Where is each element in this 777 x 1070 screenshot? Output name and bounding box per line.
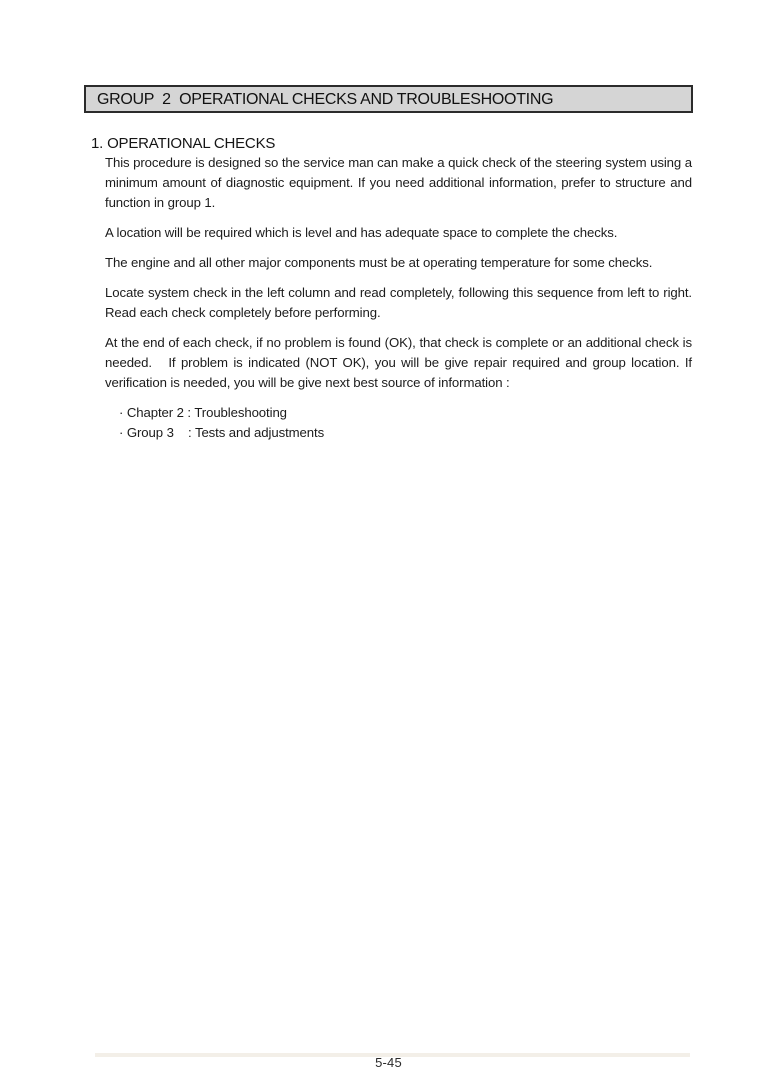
list-item: · Group 3 : Tests and adjustments	[119, 425, 325, 440]
paragraph: At the end of each check, if no problem is found (OK), that check is complete or an additional check is needed. If problem is indicated (NOT OK), you will be give repair required and group location. If verification is needed, you will be give next best source of information :	[105, 335, 696, 390]
paragraph: Locate system check in the left column and read completely, following this sequence from left to right. Read each check completely before performing.	[105, 285, 696, 320]
body-text-block	[105, 153, 696, 443]
section-heading: 1. OPERATIONAL CHECKS	[91, 135, 276, 152]
paragraph: The engine and all other major components must be at operating temperature for some checks.	[105, 255, 653, 270]
paragraph: This procedure is designed so the service man can make a quick check of the steering system using a minimum amount of diagnostic equipment. If you need additional information, prefer to structure and function in group 1.	[105, 155, 696, 210]
paragraph: A location will be required which is level and has adequate space to complete the checks.	[105, 225, 618, 240]
list-item: · Chapter 2 : Troubleshooting	[119, 405, 287, 420]
group-header-title: GROUP 2 OPERATIONAL CHECKS AND TROUBLESHOOTING	[97, 90, 554, 108]
group-header-bar	[84, 85, 693, 113]
reference-list	[105, 403, 692, 443]
page-number: 5-45	[375, 1055, 402, 1070]
